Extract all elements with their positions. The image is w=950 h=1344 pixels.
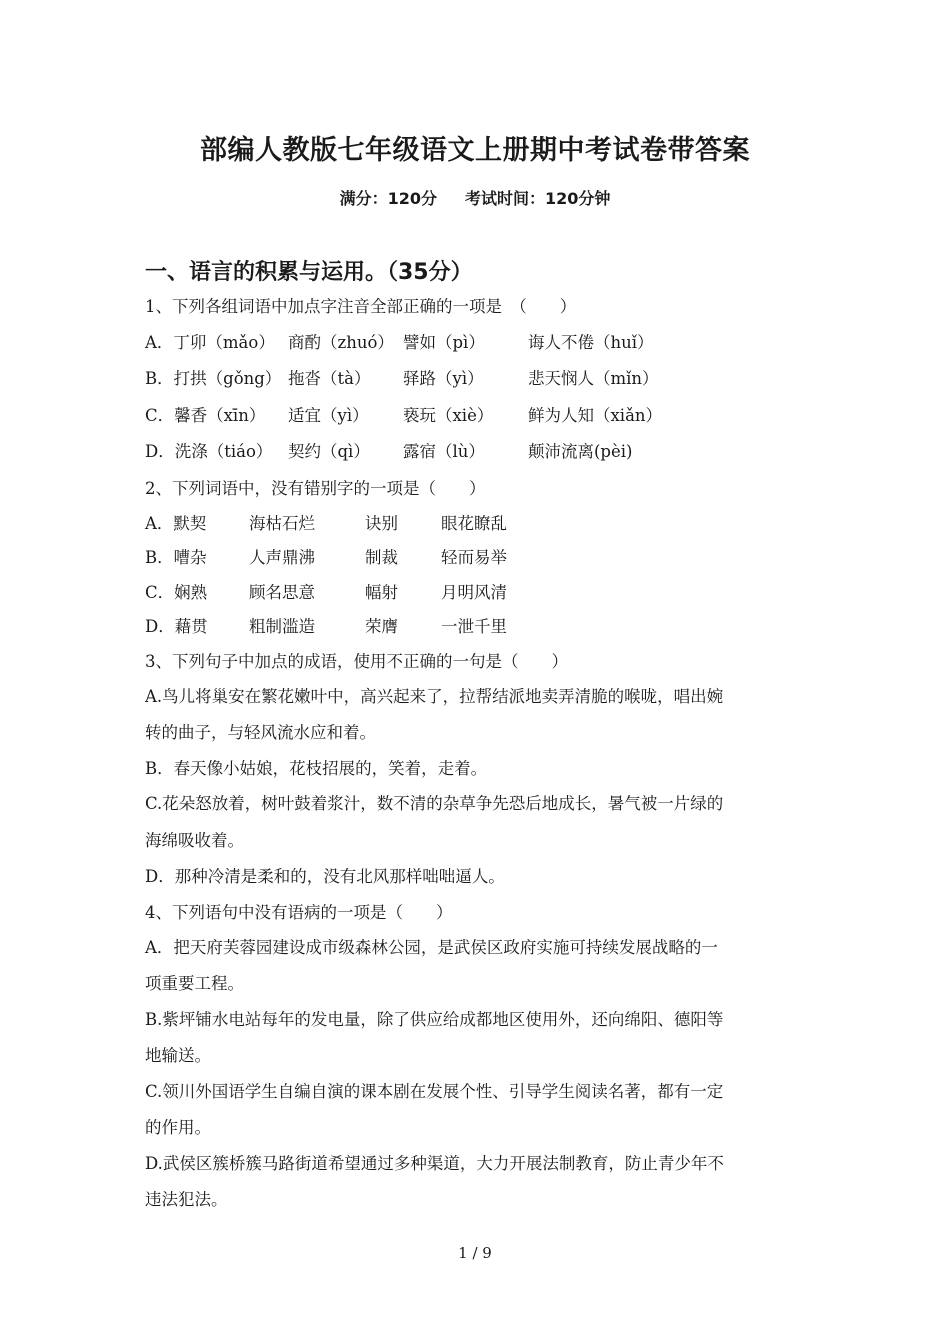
q2-option-b — [145, 547, 745, 569]
q4-option-a-line2: 项重要工程。 — [145, 974, 244, 993]
q3-option-b: B．春天像小姑娘，花枝招展的，笑着，走着。 — [145, 759, 488, 778]
q1-a-word-2: 商酌（zhuó） — [288, 333, 394, 352]
q2-a-word-3: 诀别 — [365, 514, 398, 533]
q1-a-word-1: A．丁卯（mǎo） — [145, 333, 275, 352]
q2-stem: 2、下列词语中，没有错别字的一项是（ ） — [145, 479, 486, 498]
q2-d-word-1: D．藉贯 — [145, 617, 208, 636]
q1-c-word-3: 亵玩（xiè） — [403, 406, 494, 425]
q2-b-word-3: 制裁 — [365, 548, 398, 567]
q4-option-c-line2: 的作用。 — [145, 1118, 211, 1137]
q2-a-word-4: 眼花瞭乱 — [441, 514, 507, 533]
q3-stem: 3、下列句子中加点的成语，使用不正确的一句是（ ） — [145, 652, 568, 671]
q1-option-c — [145, 405, 825, 427]
q4-option-d-line2: 违法犯法。 — [145, 1190, 228, 1209]
q2-d-word-2: 粗制滥造 — [249, 617, 315, 636]
section-heading: 一、语言的积累与运用。（35分） — [145, 260, 473, 285]
q1-d-word-1: D．洗涤（tiáo） — [145, 442, 273, 461]
q1-option-b — [145, 368, 825, 390]
q1-b-word-4: 悲天悯人（mǐn） — [528, 369, 659, 388]
q2-c-word-2: 顾名思意 — [249, 583, 315, 602]
q2-c-word-3: 幅射 — [365, 583, 398, 602]
q4-option-d-line1: D.武侯区簇桥簇马路街道希望通过多种渠道，大力开展法制教育，防止青少年不 — [145, 1154, 724, 1173]
exam-info — [0, 186, 950, 209]
q4-option-a-line1: A．把天府芙蓉园建设成市级森林公园，是武侯区政府实施可持续发展战略的一 — [145, 938, 718, 957]
q1-d-word-4: 颠沛流离(pèi) — [528, 442, 633, 461]
q3-option-c-line2: 海绵吸收着。 — [145, 831, 244, 850]
q1-c-word-2: 适宜（yì） — [288, 406, 369, 425]
q3-option-c-line1: C.花朵怒放着，树叶鼓着浆汁，数不清的杂草争先恐后地成长，暑气被一片绿的 — [145, 794, 724, 813]
q2-b-word-2: 人声鼎沸 — [249, 548, 315, 567]
q1-stem: 1、下列各组词语中加点字注音全部正确的一项是 （ ） — [145, 297, 577, 316]
q1-b-word-2: 拖沓（tà） — [288, 369, 371, 388]
q1-c-word-4: 鲜为人知（xiǎn） — [528, 406, 663, 425]
q2-d-word-4: 一泄千里 — [441, 617, 507, 636]
q2-a-word-2: 海枯石烂 — [249, 514, 315, 533]
q2-option-d — [145, 616, 745, 638]
q1-d-word-2: 契约（qì） — [288, 442, 370, 461]
q2-b-word-4: 轻而易举 — [441, 548, 507, 567]
q3-option-a-line2: 转的曲子，与轻风流水应和着。 — [145, 723, 376, 742]
q4-option-c-line1: C.领川外国语学生自编自演的课本剧在发展个性、引导学生阅读名著，都有一定 — [145, 1082, 724, 1101]
q1-b-word-1: B．打拱（gǒng） — [145, 369, 282, 388]
q2-c-word-1: C．娴熟 — [145, 583, 208, 602]
q4-option-b-line2: 地输送。 — [145, 1046, 211, 1065]
q2-c-word-4: 月明风清 — [441, 583, 507, 602]
page-title: 部编人教版七年级语文上册期中考试卷带答案 — [200, 135, 750, 166]
q1-c-word-1: C．馨香（xīn） — [145, 406, 266, 425]
q1-d-word-3: 露宿（lù） — [403, 442, 485, 461]
q1-b-word-3: 驿路（yì） — [403, 369, 484, 388]
q1-option-d — [145, 441, 825, 463]
q2-option-a — [145, 513, 745, 535]
q1-a-word-4: 诲人不倦（huǐ） — [528, 333, 654, 352]
q2-option-c — [145, 582, 745, 604]
q4-stem: 4、下列语句中没有语病的一项是（ ） — [145, 903, 453, 922]
q3-option-a-line1: A.鸟儿将巢安在繁花嫩叶中，高兴起来了，拉帮结派地卖弄清脆的喉咙，唱出婉 — [145, 687, 724, 706]
q2-a-word-1: A．默契 — [145, 514, 207, 533]
q1-option-a — [145, 332, 825, 354]
q4-option-b-line1: B.紫坪铺水电站每年的发电量，除了供应给成都地区使用外，还向绵阳、德阳等 — [145, 1010, 724, 1029]
page-number: 1 / 9 — [458, 1244, 492, 1262]
exam-time: 考试时间：120分钟 — [465, 189, 611, 208]
q2-b-word-1: B．嘈杂 — [145, 548, 207, 567]
full-score: 满分：120分 — [339, 189, 437, 208]
q2-d-word-3: 荣膺 — [365, 617, 398, 636]
q1-a-word-3: 譬如（pì） — [403, 333, 485, 352]
q3-option-d: D．那种冷清是柔和的，没有北风那样咄咄逼人。 — [145, 867, 505, 886]
